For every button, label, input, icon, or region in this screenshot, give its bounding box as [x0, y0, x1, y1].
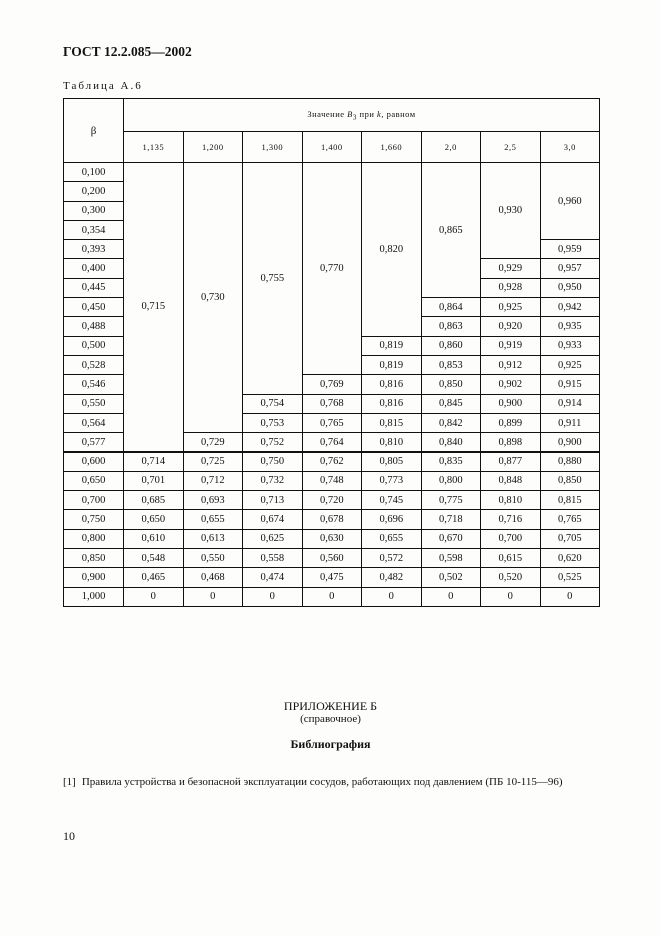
- value-cell: 0,902: [481, 375, 541, 394]
- value-cell: 0,919: [481, 336, 541, 355]
- beta-cell: 0,900: [64, 568, 124, 587]
- value-cell: 0,765: [540, 510, 600, 529]
- value-cell: 0,525: [540, 568, 600, 587]
- beta-cell: 0,500: [64, 336, 124, 355]
- k-header: 1,400: [302, 132, 362, 163]
- table-row: [64, 510, 600, 529]
- k-header: 3,0: [540, 132, 600, 163]
- table-row: [64, 568, 600, 587]
- beta-cell: 0,200: [64, 182, 124, 201]
- value-cell: 0,520: [481, 568, 541, 587]
- value-cell: 0,474: [243, 568, 303, 587]
- value-cell: 0,725: [183, 452, 243, 471]
- value-cell: 0,625: [243, 529, 303, 548]
- value-cell: 0,898: [481, 433, 541, 452]
- data-table: [63, 98, 600, 607]
- merged-cell: 0,930: [481, 163, 541, 259]
- bibliography-heading: Библиография: [290, 737, 371, 751]
- value-cell: 0,598: [421, 548, 481, 567]
- value-cell: 0,716: [481, 510, 541, 529]
- value-cell: 0,674: [243, 510, 303, 529]
- k-header: 2,0: [421, 132, 481, 163]
- value-cell: 0,655: [183, 510, 243, 529]
- value-cell: 0,920: [481, 317, 541, 336]
- merged-cell: 0,820: [362, 163, 422, 337]
- value-cell: 0,615: [481, 548, 541, 567]
- value-cell: 0,560: [302, 548, 362, 567]
- value-cell: 0,816: [362, 375, 422, 394]
- value-cell: 0,693: [183, 491, 243, 510]
- value-cell: 0,805: [362, 452, 422, 471]
- merged-cell: 0,865: [421, 163, 481, 298]
- value-cell: 0,713: [243, 491, 303, 510]
- value-cell: 0,863: [421, 317, 481, 336]
- value-cell: 0,899: [481, 413, 541, 432]
- value-cell: 0,815: [540, 491, 600, 510]
- value-cell: 0: [481, 587, 541, 606]
- value-cell: 0,655: [362, 529, 422, 548]
- value-cell: 0,548: [124, 548, 184, 567]
- group-header: Значение $B_3$ при k, равном: [124, 99, 600, 132]
- value-cell: 0,835: [421, 452, 481, 471]
- value-cell: 0: [243, 587, 303, 606]
- value-cell: 0,670: [421, 529, 481, 548]
- value-cell: 0,572: [362, 548, 422, 567]
- table-row: [64, 163, 600, 182]
- beta-cell: 0,550: [64, 394, 124, 413]
- value-cell: 0,620: [540, 548, 600, 567]
- beta-cell: 0,750: [64, 510, 124, 529]
- value-cell: 0,850: [540, 471, 600, 490]
- value-cell: 0,819: [362, 336, 422, 355]
- k-header: 1,660: [362, 132, 422, 163]
- value-cell: 0,765: [302, 413, 362, 432]
- value-cell: 0,748: [302, 471, 362, 490]
- value-cell: 0: [540, 587, 600, 606]
- value-cell: 0,929: [481, 259, 541, 278]
- k-header: 1,200: [183, 132, 243, 163]
- table-row: [64, 452, 600, 471]
- value-cell: 0,558: [243, 548, 303, 567]
- value-cell: 0,959: [540, 240, 600, 259]
- value-cell: 0,773: [362, 471, 422, 490]
- value-cell: 0,800: [421, 471, 481, 490]
- value-cell: 0,950: [540, 278, 600, 297]
- beta-cell: 0,354: [64, 220, 124, 239]
- value-cell: 0,502: [421, 568, 481, 587]
- value-cell: 0: [421, 587, 481, 606]
- value-cell: 0,613: [183, 529, 243, 548]
- table-row: [64, 529, 600, 548]
- value-cell: 0,630: [302, 529, 362, 548]
- merged-cell: 0,755: [243, 163, 303, 395]
- value-cell: 0,914: [540, 394, 600, 413]
- beta-cell: 0,650: [64, 471, 124, 490]
- table-row: [64, 491, 600, 510]
- value-cell: 0,942: [540, 298, 600, 317]
- value-cell: 0,685: [124, 491, 184, 510]
- beta-cell: 0,564: [64, 413, 124, 432]
- value-cell: 0,925: [540, 355, 600, 374]
- k-header: 1,135: [124, 132, 184, 163]
- value-cell: 0,900: [481, 394, 541, 413]
- value-cell: 0,815: [362, 413, 422, 432]
- value-cell: 0,877: [481, 452, 541, 471]
- reference-number: [1]: [63, 776, 76, 788]
- table-row: [64, 548, 600, 567]
- value-cell: 0,810: [362, 433, 422, 452]
- value-cell: 0,610: [124, 529, 184, 548]
- value-cell: 0,840: [421, 433, 481, 452]
- value-cell: 0,701: [124, 471, 184, 490]
- merged-cell: 0,960: [540, 163, 600, 240]
- appendix-subtitle: (справочное): [300, 713, 361, 725]
- k-header: 2,5: [481, 132, 541, 163]
- value-cell: 0,925: [481, 298, 541, 317]
- value-cell: 0,880: [540, 452, 600, 471]
- value-cell: 0,754: [243, 394, 303, 413]
- value-cell: 0,842: [421, 413, 481, 432]
- value-cell: 0,482: [362, 568, 422, 587]
- standard-designation: ГОСТ 12.2.085—2002: [63, 44, 192, 59]
- value-cell: 0,712: [183, 471, 243, 490]
- page-number: 10: [63, 829, 75, 843]
- value-cell: 0,650: [124, 510, 184, 529]
- beta-header: β: [64, 99, 124, 163]
- value-cell: 0,696: [362, 510, 422, 529]
- value-cell: 0,915: [540, 375, 600, 394]
- value-cell: 0,753: [243, 413, 303, 432]
- value-cell: 0,848: [481, 471, 541, 490]
- value-cell: 0,678: [302, 510, 362, 529]
- value-cell: 0,864: [421, 298, 481, 317]
- beta-cell: 0,400: [64, 259, 124, 278]
- value-cell: 0,465: [124, 568, 184, 587]
- beta-cell: 0,445: [64, 278, 124, 297]
- value-cell: 0,768: [302, 394, 362, 413]
- beta-cell: 0,300: [64, 201, 124, 220]
- beta-cell: 0,450: [64, 298, 124, 317]
- value-cell: 0,775: [421, 491, 481, 510]
- value-cell: 0,705: [540, 529, 600, 548]
- value-cell: 0,850: [421, 375, 481, 394]
- beta-cell: 0,800: [64, 529, 124, 548]
- beta-cell: 0,577: [64, 433, 124, 452]
- value-cell: 0,912: [481, 355, 541, 374]
- value-cell: 0,935: [540, 317, 600, 336]
- value-cell: 0: [124, 587, 184, 606]
- value-cell: 0,933: [540, 336, 600, 355]
- value-cell: 0,468: [183, 568, 243, 587]
- beta-cell: 0,488: [64, 317, 124, 336]
- value-cell: 0,718: [421, 510, 481, 529]
- beta-cell: 0,546: [64, 375, 124, 394]
- value-cell: 0,928: [481, 278, 541, 297]
- table-row: [64, 471, 600, 490]
- value-cell: 0: [362, 587, 422, 606]
- bibliography-entry: [63, 776, 568, 788]
- value-cell: 0,752: [243, 433, 303, 452]
- merged-cell: 0,715: [124, 163, 184, 452]
- beta-cell: 1,000: [64, 587, 124, 606]
- value-cell: 0: [183, 587, 243, 606]
- merged-cell: 0,770: [302, 163, 362, 375]
- value-cell: 0,957: [540, 259, 600, 278]
- k-header: 1,300: [243, 132, 303, 163]
- value-cell: 0,745: [362, 491, 422, 510]
- value-cell: 0,720: [302, 491, 362, 510]
- value-cell: 0,764: [302, 433, 362, 452]
- value-cell: 0,845: [421, 394, 481, 413]
- value-cell: 0,729: [183, 433, 243, 452]
- value-cell: 0,714: [124, 452, 184, 471]
- merged-cell: 0,730: [183, 163, 243, 433]
- value-cell: 0,911: [540, 413, 600, 432]
- value-cell: 0,769: [302, 375, 362, 394]
- beta-cell: 0,850: [64, 548, 124, 567]
- value-cell: 0,819: [362, 355, 422, 374]
- value-cell: 0,750: [243, 452, 303, 471]
- value-cell: 0,762: [302, 452, 362, 471]
- value-cell: 0,900: [540, 433, 600, 452]
- value-cell: 0,860: [421, 336, 481, 355]
- value-cell: 0,700: [481, 529, 541, 548]
- table-row: [64, 587, 600, 606]
- beta-cell: 0,528: [64, 355, 124, 374]
- value-cell: 0: [302, 587, 362, 606]
- table-caption: Таблица А.6: [63, 80, 143, 92]
- beta-cell: 0,100: [64, 163, 124, 182]
- value-cell: 0,816: [362, 394, 422, 413]
- beta-cell: 0,700: [64, 491, 124, 510]
- value-cell: 0,475: [302, 568, 362, 587]
- value-cell: 0,853: [421, 355, 481, 374]
- value-cell: 0,550: [183, 548, 243, 567]
- value-cell: 0,810: [481, 491, 541, 510]
- value-cell: 0,732: [243, 471, 303, 490]
- appendix-title: ПРИЛОЖЕНИЕ Б: [283, 699, 378, 713]
- beta-cell: 0,600: [64, 452, 124, 471]
- beta-cell: 0,393: [64, 240, 124, 259]
- reference-text: Правила устройства и безопасной эксплуатации сосудов, работающих под давлением (ПБ 10-115—96): [81, 776, 563, 788]
